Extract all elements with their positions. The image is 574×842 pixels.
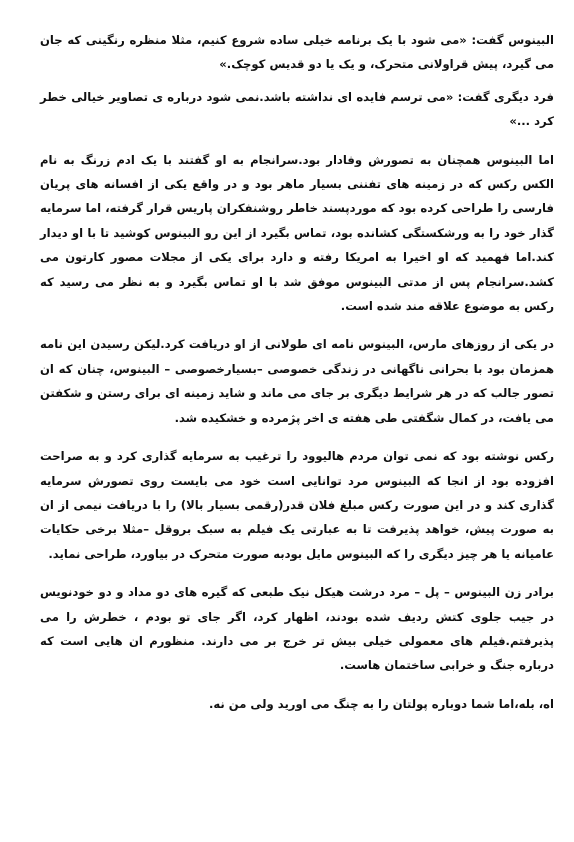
paragraph-6: برادر زن البینوس – پل – مرد درشت هیکل نیک طبعی که گیره های دو مداد و دو خودنویس در جیب جلوی کتش ردیف شده بودند، اظهار کرد، اگر جای تو بودم ، خطرش را می پذیرفتم.فیلم های معمولی خیلی بیش تر خرج بر می دارند. منظورم ان هایی است که درباره جنگ و خرابی ساختمان هاست. (40, 585, 554, 673)
paragraph-7: اه، بله،اما شما دوباره پولتان را به چنگ می اورید ولی من نه. (208, 696, 554, 711)
paragraph-5: رکس نوشته بود که نمی توان مردم هالیوود را ترغیب به سرمایه گذاری کرد و به صراحت افزوده بود از انجا که البینوس مرد توانایی است خود می بایست روی تصورش سرمایه گذاری کند و در این صورت رکس مبلغ فلان قدر(رقمی بسیار بالا) را با دریافت نیمی از ان به صورت پیش، خواهد پذیرفت تا به عبارتی یک فیلم به سبک بروقل –مثلا برخی حکایات عامیانه یا هر چیز دیگری را که البینوس مایل بودبه صورت متحرک در بیاورد، طراحی نماید. (40, 449, 554, 561)
document-body (40, 28, 554, 716)
paragraph-3: اما البینوس همچنان به تصورش وفادار بود.سرانجام به او گفتند با یک ادم زرنگ به نام الکس رکس که در زمینه های تفننی بسیار ماهر بود و در واقع یکی از افسانه های پریان فارسی را طراحی کرده بود که موردپسند خاطر روشنفکران پاریس قرار گرفته، اما سرمایه گذار خود را به ورشکستگی کشانده بود، تماس بگیرد از این رو البینوس کوشید تا با او دیدار کند.اما فهمید که او اخیرا به امریکا رفته و دارد برای یکی از مجلات مصور کارتون می کشد.سرانجام پس از مدتی البینوس موفق شد با او تماس بگیرد و به نظر می رسید که رکس به موضوع علاقه مند شده است. (40, 152, 554, 314)
paragraph-2: فرد دیگری گفت: «می ترسم فایده ای نداشته باشد.نمی شود درباره ی تصاویر خیالی خطر کرد ...» (40, 89, 554, 129)
paragraph-1: البینوس گفت: «می شود با یک برنامه خیلی ساده شروع کنیم، مثلا منظره رنگینی که جان می گیرد، پیش قراولانی متحرک، و یک یا دو قدیس کوچک.» (40, 33, 554, 72)
paragraph-4: در یکی از روزهای مارس، البینوس نامه ای طولانی از او دریافت کرد.لیکن رسیدن این نامه همزمان بود با بحرانی ناگهانی در زندگی خصوصی –بسیارخصوصی – البینوس، چنان که ان تصور جالب که در هر شرایط دیگری بر جای می ماند و شاید زمینه ای برای رستن و شکفتن می یافت، در کمال شگفتی طی هفته ی اخر پژمرده و خشکیده شد. (40, 337, 554, 425)
